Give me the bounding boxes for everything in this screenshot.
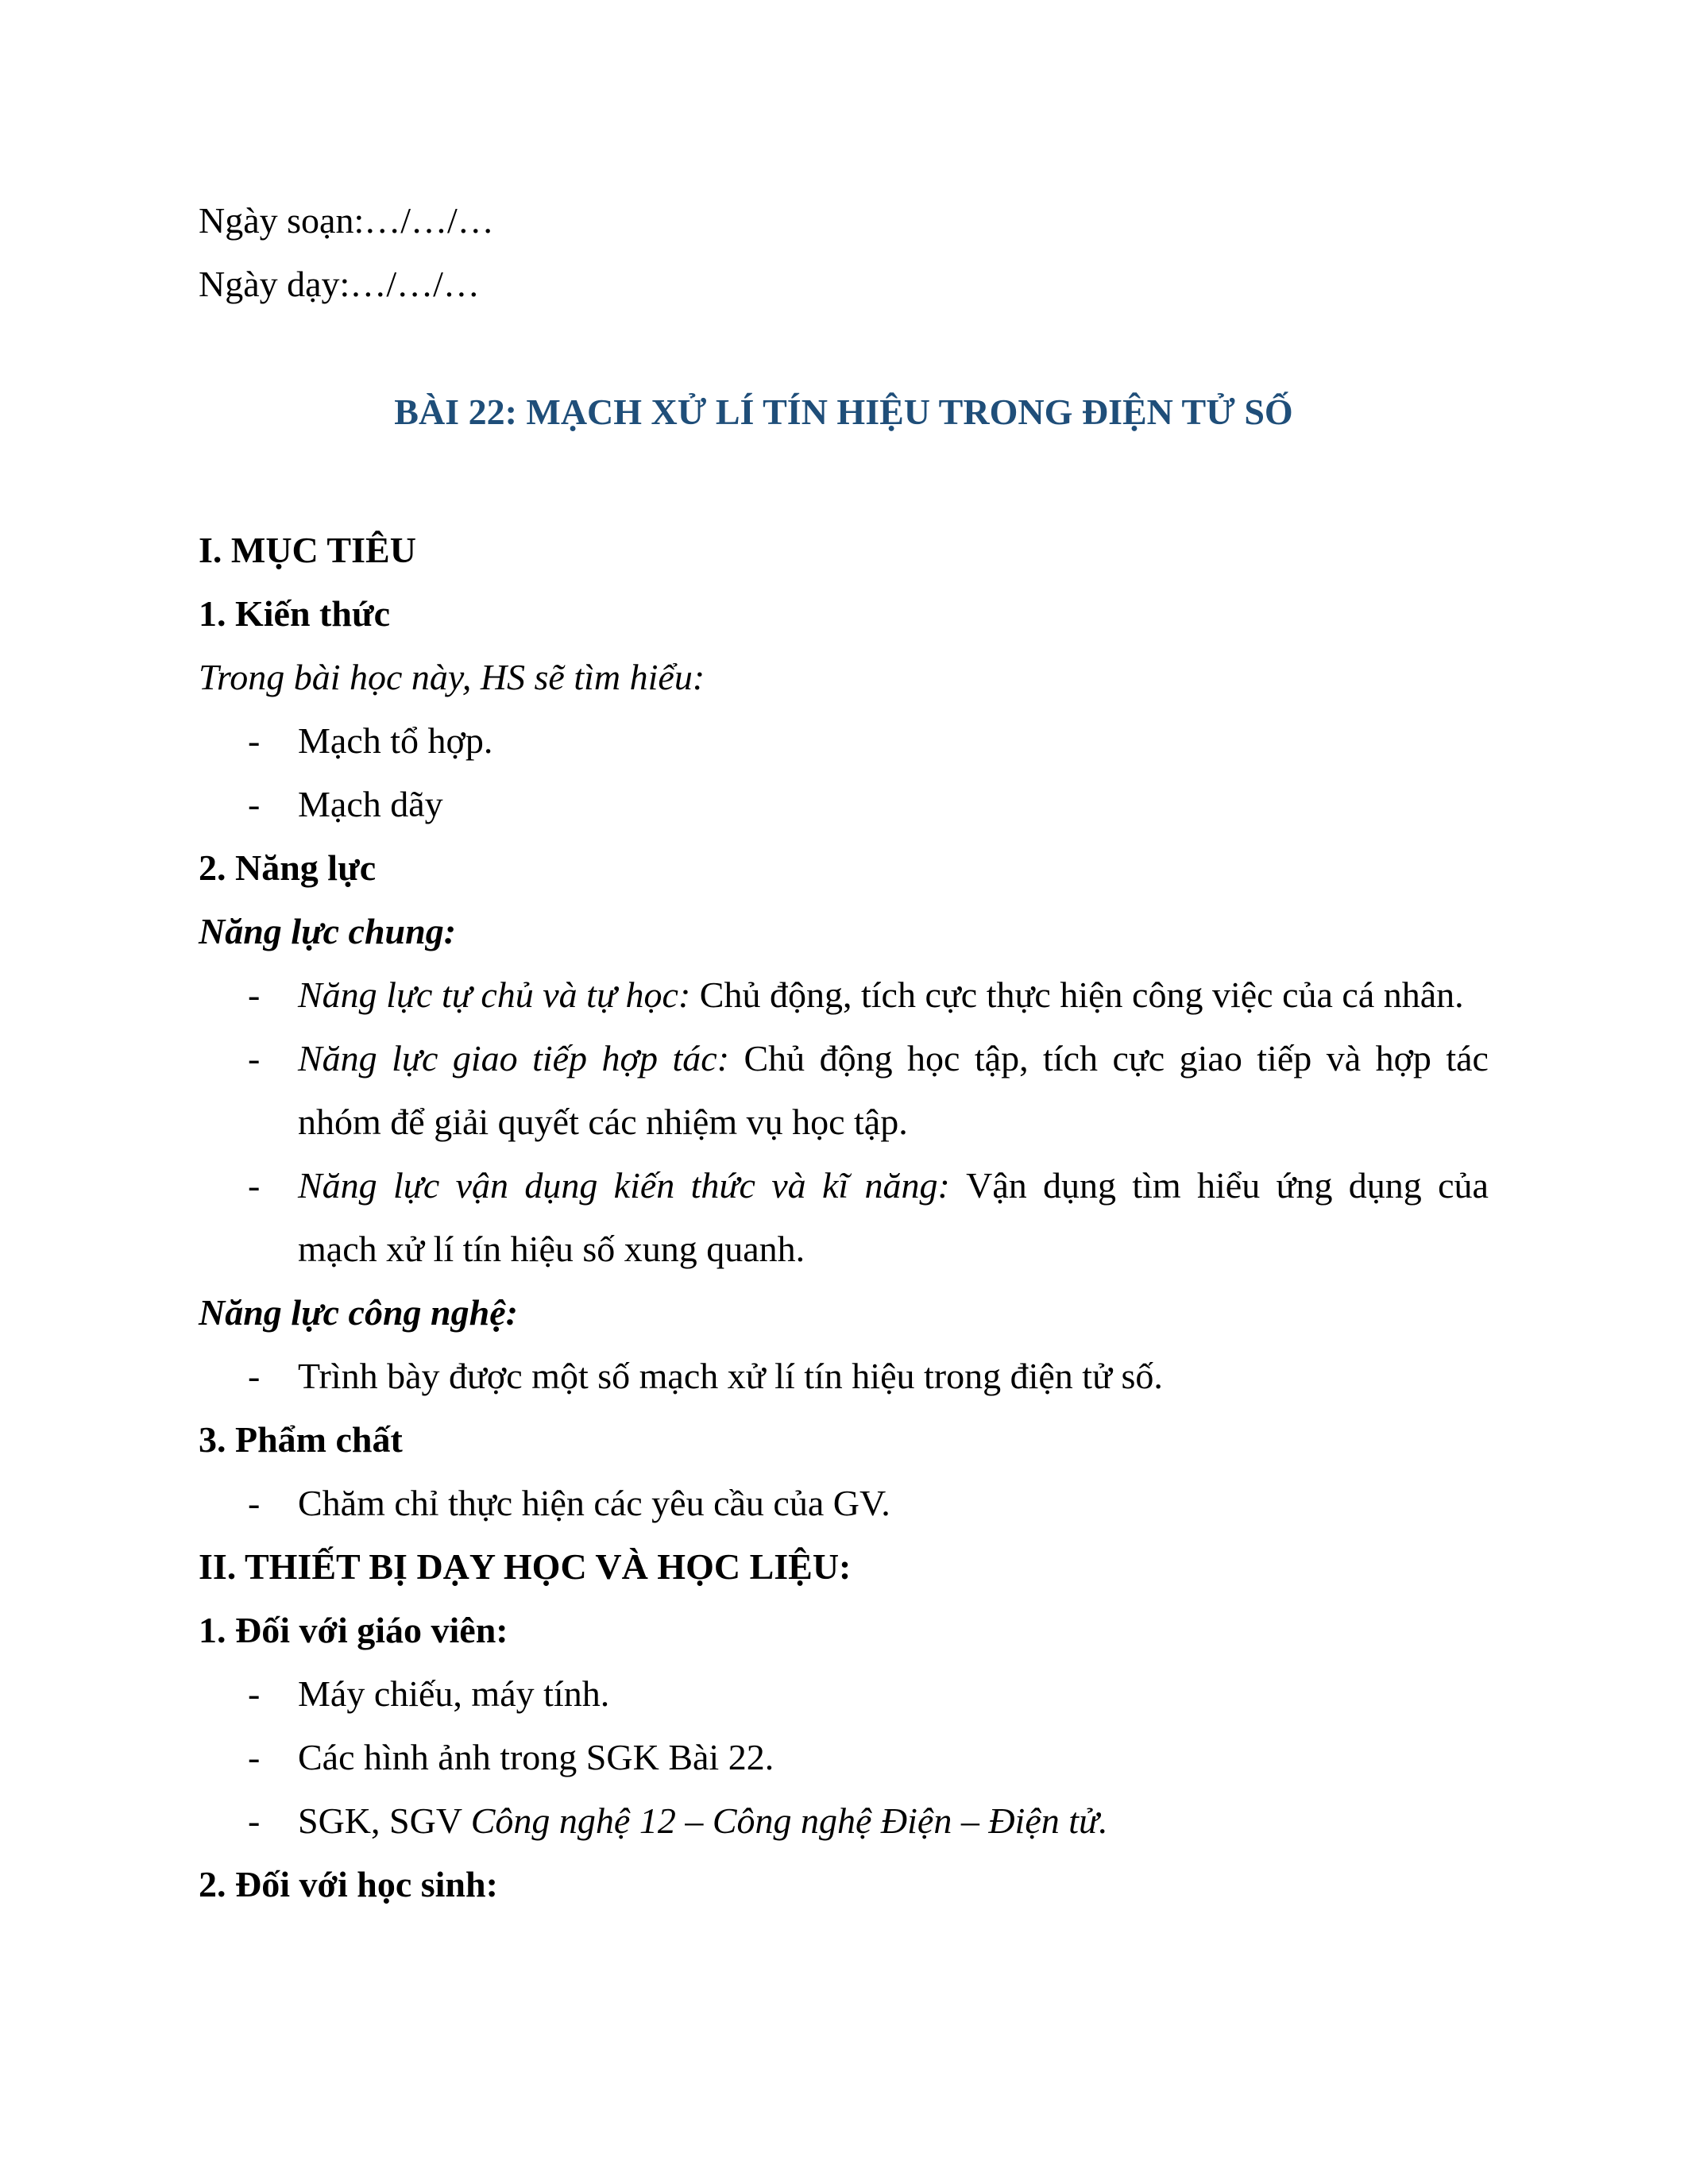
word: dụng <box>1043 1165 1117 1206</box>
subheading-hoc-sinh: 2. Đối với học sinh: <box>199 1864 498 1904</box>
word: kiến <box>613 1165 675 1206</box>
word: Vận <box>966 1165 1027 1206</box>
ngay-day: Ngày dạy:…/…/… <box>199 264 480 304</box>
subheading-giao-vien: 1. Đối với giáo viên: <box>199 1610 508 1650</box>
word: Năng <box>298 1165 377 1206</box>
word: và <box>1326 1038 1362 1078</box>
word: lực <box>393 1165 440 1206</box>
subheading-kien-thuc: 1. Kiến thức <box>199 593 390 634</box>
document-page <box>199 0 1489 2184</box>
word: dụng <box>524 1165 598 1206</box>
list-item-text: mạch xử lí tín hiệu số xung quanh. <box>298 1229 805 1269</box>
word: tìm <box>1132 1165 1181 1206</box>
kien-thuc-intro: Trong bài học này, HS sẽ tìm hiểu: <box>199 657 705 697</box>
word: thức <box>690 1165 755 1206</box>
ngay-soan: Ngày soạn:…/…/… <box>199 200 494 241</box>
word: tiếp <box>1257 1038 1312 1078</box>
list-item-text <box>298 974 1489 1015</box>
list-item-text <box>298 1800 1489 1841</box>
list-item-text: Mạch dãy <box>298 784 443 824</box>
word: vận <box>455 1165 509 1206</box>
bullet-dash: - <box>248 1356 261 1396</box>
word: Chủ <box>744 1038 805 1078</box>
word: lực <box>392 1038 438 1078</box>
word: tác: <box>672 1038 730 1078</box>
word: tiếp <box>532 1038 588 1078</box>
bullet-dash: - <box>248 1737 261 1777</box>
word: kĩ <box>821 1165 849 1206</box>
bullet-dash: - <box>248 1165 261 1206</box>
bullet-dash: - <box>248 1483 261 1523</box>
list-item-text: Mạch tổ hợp. <box>298 720 493 761</box>
word: của <box>1438 1165 1489 1206</box>
item-description: Chủ động, tích cực thực hiện công việc của cá nhân. <box>690 974 1464 1015</box>
word: tập, <box>974 1038 1029 1078</box>
word: động <box>819 1038 893 1078</box>
word: hợp <box>1375 1038 1431 1078</box>
lesson-title: BÀI 22: MẠCH XỬ LÍ TÍN HIỆU TRONG ĐIỆN TỬ SỐ <box>394 392 1293 432</box>
list-item-text: Các hình ảnh trong SGK Bài 22. <box>298 1737 774 1777</box>
word: hiểu <box>1197 1165 1261 1206</box>
word: tác <box>1446 1038 1489 1078</box>
list-item-text: Trình bày được một số mạch xử lí tín hiệu trong điện tử số. <box>298 1356 1163 1396</box>
word: học <box>907 1038 960 1078</box>
word: giao <box>1179 1038 1242 1078</box>
word: Năng <box>298 1038 377 1078</box>
list-item-text: nhóm để giải quyết các nhiệm vụ học tập. <box>298 1102 908 1142</box>
list-item-text: Máy chiếu, máy tính. <box>298 1673 610 1714</box>
item-prefix: SGK, SGV <box>298 1800 471 1841</box>
list-item-text: Chăm chỉ thực hiện các yêu cầu của GV. <box>298 1483 890 1523</box>
justified-line <box>298 1040 1489 1077</box>
word: và <box>771 1165 806 1206</box>
word: cực <box>1112 1038 1165 1078</box>
section-heading-muc-tieu: I. MỤC TIÊU <box>199 530 416 570</box>
bullet-dash: - <box>248 720 261 761</box>
word: hợp <box>601 1038 659 1078</box>
item-label: Năng lực tự chủ và tự học: <box>298 974 691 1015</box>
bullet-dash: - <box>248 1038 261 1078</box>
nang-luc-cong-nghe-heading: Năng lực công nghệ: <box>199 1292 518 1333</box>
bullet-dash: - <box>248 784 261 824</box>
nang-luc-chung-heading: Năng lực chung: <box>199 911 457 951</box>
word: ứng <box>1276 1165 1333 1206</box>
word: dụng <box>1348 1165 1422 1206</box>
bullet-dash: - <box>248 1673 261 1714</box>
subheading-nang-luc: 2. Năng lực <box>199 847 377 888</box>
bullet-dash: - <box>248 1800 261 1841</box>
word: năng: <box>864 1165 950 1206</box>
bullet-dash: - <box>248 974 261 1015</box>
word: giao <box>452 1038 518 1078</box>
justified-line <box>298 1167 1489 1204</box>
section-heading-thiet-bi: II. THIẾT BỊ DẠY HỌC VÀ HỌC LIỆU: <box>199 1546 852 1587</box>
book-title: Công nghệ 12 – Công nghệ Điện – Điện tử. <box>470 1800 1108 1841</box>
subheading-pham-chat: 3. Phẩm chất <box>199 1419 403 1460</box>
word: tích <box>1043 1038 1098 1078</box>
